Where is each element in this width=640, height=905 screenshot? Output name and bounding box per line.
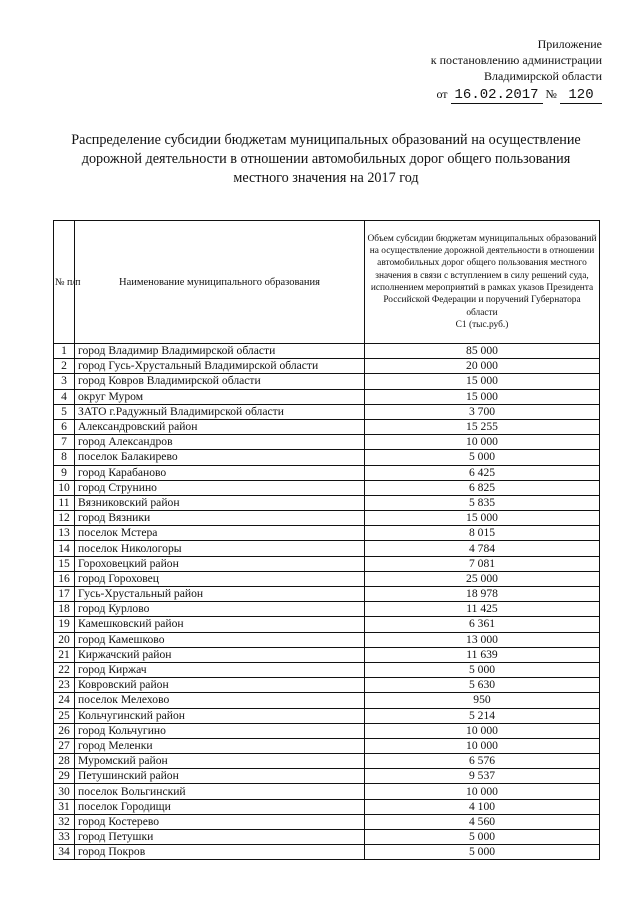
table-row xyxy=(54,571,600,586)
row-number: 4 xyxy=(54,389,75,404)
municipality-name: Гороховецкий район xyxy=(75,556,365,571)
row-number: 9 xyxy=(54,465,75,480)
resolution-number: 120 xyxy=(560,88,602,104)
appendix-block xyxy=(431,36,602,104)
municipality-name: город Гороховец xyxy=(75,571,365,586)
row-number: 22 xyxy=(54,662,75,677)
table-row xyxy=(54,708,600,723)
municipality-name: город Киржач xyxy=(75,662,365,677)
subsidy-amount: 85 000 xyxy=(365,344,600,359)
municipality-name: поселок Мстера xyxy=(75,526,365,541)
row-number: 28 xyxy=(54,754,75,769)
subsidy-amount: 6 576 xyxy=(365,754,600,769)
row-number: 25 xyxy=(54,708,75,723)
header-municipality: Наименование муниципального образования xyxy=(75,221,365,344)
row-number: 20 xyxy=(54,632,75,647)
subsidy-amount: 10 000 xyxy=(365,723,600,738)
table-row xyxy=(54,587,600,602)
municipality-name: Вязниковский район xyxy=(75,495,365,510)
row-number: 26 xyxy=(54,723,75,738)
table-row xyxy=(54,404,600,419)
subsidy-amount: 5 000 xyxy=(365,830,600,845)
municipality-name: город Петушки xyxy=(75,830,365,845)
subsidy-amount: 3 700 xyxy=(365,404,600,419)
subsidy-amount: 5 000 xyxy=(365,662,600,677)
subsidy-amount: 6 825 xyxy=(365,480,600,495)
table-row xyxy=(54,450,600,465)
municipality-name: город Курлово xyxy=(75,602,365,617)
subsidy-amount: 15 000 xyxy=(365,389,600,404)
municipality-name: город Александров xyxy=(75,435,365,450)
subsidy-amount: 5 835 xyxy=(365,495,600,510)
subsidy-amount: 5 000 xyxy=(365,845,600,860)
appendix-region-line: Владимирской области xyxy=(484,69,602,83)
subsidy-amount: 15 000 xyxy=(365,374,600,389)
subsidy-amount: 4 100 xyxy=(365,799,600,814)
municipality-name: поселок Вольгинский xyxy=(75,784,365,799)
row-number: 31 xyxy=(54,799,75,814)
header-subsidy-unit: С1 (тыс.руб.) xyxy=(455,319,509,330)
number-label: № xyxy=(545,87,557,101)
row-number: 11 xyxy=(54,495,75,510)
row-number: 18 xyxy=(54,602,75,617)
row-number: 12 xyxy=(54,511,75,526)
row-number: 19 xyxy=(54,617,75,632)
subsidy-amount: 18 978 xyxy=(365,587,600,602)
row-number: 27 xyxy=(54,738,75,753)
row-number: 23 xyxy=(54,678,75,693)
row-number: 29 xyxy=(54,769,75,784)
row-number: 32 xyxy=(54,814,75,829)
table-row xyxy=(54,845,600,860)
municipality-name: город Гусь-Хрустальный Владимирской области xyxy=(75,359,365,374)
table-row xyxy=(54,738,600,753)
appendix-date-line xyxy=(431,86,602,104)
row-number: 24 xyxy=(54,693,75,708)
table-row xyxy=(54,374,600,389)
resolution-date: 16.02.2017 xyxy=(451,88,543,104)
title-line-2: дорожной деятельности в отношении автомобильных дорог общего пользования xyxy=(81,151,571,167)
subsidy-amount: 5 000 xyxy=(365,450,600,465)
from-label: от xyxy=(436,87,448,101)
table-row xyxy=(54,632,600,647)
municipality-name: город Костерево xyxy=(75,814,365,829)
municipality-name: Гусь-Хрустальный район xyxy=(75,587,365,602)
row-number: 34 xyxy=(54,845,75,860)
subsidy-amount: 13 000 xyxy=(365,632,600,647)
municipality-name: Ковровский район xyxy=(75,678,365,693)
subsidy-amount: 5 214 xyxy=(365,708,600,723)
table-row xyxy=(54,344,600,359)
table-row xyxy=(54,495,600,510)
municipality-name: поселок Городищи xyxy=(75,799,365,814)
municipality-name: поселок Никологоры xyxy=(75,541,365,556)
row-number: 15 xyxy=(54,556,75,571)
header-subsidy-description: Объем субсидии бюджетам муниципальных образований на осуществление дорожной деятельности в отношении автомобильных дорог общего пользования местного значения в связи с вступлением в силу решений суда, исполнением мероприятий в рамках указов Президента Российской Федерации и поручений Губернатора области xyxy=(367,233,597,318)
row-number: 1 xyxy=(54,344,75,359)
header-number: № п/п xyxy=(54,221,75,344)
table-row xyxy=(54,662,600,677)
municipality-name: Кольчугинский район xyxy=(75,708,365,723)
subsidy-amount: 10 000 xyxy=(365,435,600,450)
municipality-name: округ Муром xyxy=(75,389,365,404)
row-number: 21 xyxy=(54,647,75,662)
appendix-resolution-line: к постановлению администрации xyxy=(430,53,602,67)
row-number: 33 xyxy=(54,830,75,845)
municipality-name: город Карабаново xyxy=(75,465,365,480)
municipality-name: город Кольчугино xyxy=(75,723,365,738)
table-row xyxy=(54,799,600,814)
row-number: 3 xyxy=(54,374,75,389)
table-row xyxy=(54,754,600,769)
municipality-name: город Ковров Владимирской области xyxy=(75,374,365,389)
document-title xyxy=(40,131,612,188)
title-line-3: местного значения на 2017 год xyxy=(233,170,419,186)
subsidy-amount: 8 015 xyxy=(365,526,600,541)
row-number: 6 xyxy=(54,419,75,434)
row-number: 14 xyxy=(54,541,75,556)
subsidy-amount: 10 000 xyxy=(365,738,600,753)
table-header xyxy=(54,221,600,344)
row-number: 7 xyxy=(54,435,75,450)
municipality-name: Киржачский район xyxy=(75,647,365,662)
municipality-name: Александровский район xyxy=(75,419,365,434)
subsidy-amount: 950 xyxy=(365,693,600,708)
municipality-name: город Меленки xyxy=(75,738,365,753)
subsidy-amount: 5 630 xyxy=(365,678,600,693)
table-row xyxy=(54,617,600,632)
row-number: 5 xyxy=(54,404,75,419)
municipality-name: город Камешково xyxy=(75,632,365,647)
municipality-name: город Вязники xyxy=(75,511,365,526)
table-row xyxy=(54,465,600,480)
row-number: 8 xyxy=(54,450,75,465)
subsidy-amount: 11 425 xyxy=(365,602,600,617)
subsidy-amount: 20 000 xyxy=(365,359,600,374)
municipality-name: Камешковский район xyxy=(75,617,365,632)
row-number: 16 xyxy=(54,571,75,586)
table-row xyxy=(54,769,600,784)
table-row xyxy=(54,511,600,526)
row-number: 2 xyxy=(54,359,75,374)
subsidy-table xyxy=(53,220,600,860)
table-row xyxy=(54,784,600,799)
row-number: 13 xyxy=(54,526,75,541)
row-number: 30 xyxy=(54,784,75,799)
table-row xyxy=(54,647,600,662)
municipality-name: Муромский район xyxy=(75,754,365,769)
table-row xyxy=(54,389,600,404)
subsidy-amount: 15 000 xyxy=(365,511,600,526)
subsidy-amount: 6 425 xyxy=(365,465,600,480)
row-number: 17 xyxy=(54,587,75,602)
table-row xyxy=(54,693,600,708)
municipality-name: поселок Балакирево xyxy=(75,450,365,465)
municipality-name: город Покров xyxy=(75,845,365,860)
table-row xyxy=(54,419,600,434)
table-row xyxy=(54,602,600,617)
municipality-name: город Струнино xyxy=(75,480,365,495)
subsidy-amount: 15 255 xyxy=(365,419,600,434)
table-row xyxy=(54,359,600,374)
subsidy-amount: 10 000 xyxy=(365,784,600,799)
table-row xyxy=(54,678,600,693)
header-subsidy-volume xyxy=(365,221,600,344)
municipality-name: поселок Мелехово xyxy=(75,693,365,708)
table-row xyxy=(54,556,600,571)
municipality-name: город Владимир Владимирской области xyxy=(75,344,365,359)
table-body xyxy=(54,344,600,860)
municipality-name: ЗАТО г.Радужный Владимирской области xyxy=(75,404,365,419)
subsidy-amount: 9 537 xyxy=(365,769,600,784)
table-row xyxy=(54,541,600,556)
subsidy-amount: 25 000 xyxy=(365,571,600,586)
subsidy-amount: 6 361 xyxy=(365,617,600,632)
table-row xyxy=(54,830,600,845)
table-row xyxy=(54,435,600,450)
subsidy-amount: 4 784 xyxy=(365,541,600,556)
row-number: 10 xyxy=(54,480,75,495)
subsidy-amount: 4 560 xyxy=(365,814,600,829)
appendix-title: Приложение xyxy=(537,37,602,51)
table-row xyxy=(54,723,600,738)
municipality-name: Петушинский район xyxy=(75,769,365,784)
table-row xyxy=(54,814,600,829)
subsidy-amount: 7 081 xyxy=(365,556,600,571)
table-row xyxy=(54,526,600,541)
subsidy-amount: 11 639 xyxy=(365,647,600,662)
table-row xyxy=(54,480,600,495)
title-line-1: Распределение субсидии бюджетам муниципальных образований на осуществление xyxy=(71,132,581,148)
